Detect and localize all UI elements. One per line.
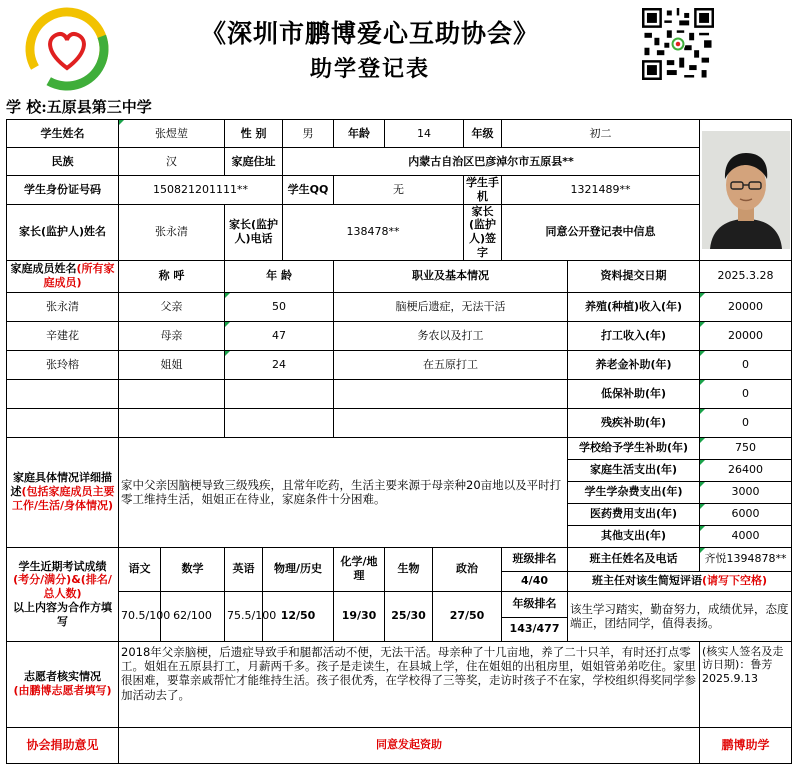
member-name-empty[interactable]: [7, 408, 119, 437]
association-title: 《深圳市鹏博爱心互助协会》: [200, 19, 539, 48]
address-label: 家庭住址: [225, 148, 283, 176]
member-age-empty[interactable]: [225, 379, 334, 408]
finance-label: 其他支出(年): [568, 525, 700, 547]
grade[interactable]: 初二: [502, 120, 700, 148]
scores-label: 学生近期考试成绩 (考分/满分)&(排名/总人数) 以上内容为合作方填写: [7, 547, 119, 641]
member-relation[interactable]: 姐姐: [119, 350, 225, 379]
class-rank[interactable]: 4/40: [502, 571, 568, 591]
teacher-label: 班主任姓名及电话: [568, 547, 700, 571]
consent-statement: 同意公开登记表中信息: [502, 204, 700, 260]
grade-rank[interactable]: 143/477: [502, 617, 568, 641]
ethnic-label: 民族: [7, 148, 119, 176]
score-value[interactable]: 12/50: [263, 591, 334, 641]
student-phone[interactable]: 1321489**: [502, 176, 700, 205]
member-name[interactable]: 辛建花: [7, 321, 119, 350]
teacher-comment-label: 班主任对该生简短评语(请写下空格): [568, 571, 792, 591]
member-age-empty[interactable]: [225, 408, 334, 437]
grade-label: 年级: [464, 120, 502, 148]
subject-header: 政治: [433, 547, 502, 591]
teacher-comment[interactable]: 该生学习踏实，勤奋努力，成绩优异，态度端正，团结同学，值得表扬。: [568, 591, 792, 641]
member-name[interactable]: 张玲榕: [7, 350, 119, 379]
volunteer-label: 志愿者核实情况 (由鹏博志愿者填写): [7, 641, 119, 727]
student-photo: [702, 131, 790, 249]
gender-label: 性 别: [225, 120, 283, 148]
score-value[interactable]: 27/50: [433, 591, 502, 641]
score-value[interactable]: 19/30: [334, 591, 385, 641]
finance-label: 养老金补助(年): [568, 350, 700, 379]
student-photo-cell: [700, 120, 792, 261]
subject-header: 英语: [225, 547, 263, 591]
score-value[interactable]: 70.5/100: [119, 591, 161, 641]
score-value[interactable]: 25/30: [385, 591, 433, 641]
member-job-empty[interactable]: [334, 379, 568, 408]
member-relation-empty[interactable]: [119, 408, 225, 437]
volunteer-sign[interactable]: (核实人签名及走访日期)：鲁芳 2025.9.13: [700, 641, 792, 727]
ethnic[interactable]: 汉: [119, 148, 225, 176]
finance-label: 医药费用支出(年): [568, 503, 700, 525]
member-job-empty[interactable]: [334, 408, 568, 437]
gender[interactable]: 男: [283, 120, 334, 148]
finance-value[interactable]: 6000: [700, 503, 792, 525]
member-job[interactable]: 务农以及打工: [334, 321, 568, 350]
opinion[interactable]: 同意发起资助: [119, 727, 700, 763]
finance-label: 家庭生活支出(年): [568, 459, 700, 481]
subject-header: 数学: [161, 547, 225, 591]
volunteer-notes[interactable]: 2018年父亲脑梗，后遗症导致手和腿都活动不便，无法干活。母亲种了十几亩地，养了二十只羊，有时还打点零工。姐姐在五原县打工，月薪两千多。孩子是走读生，在县城上学，住在姐姐的出租房里，姐姐管弟弟吃住。家里很困难，要靠亲戚帮忙才能维持生活。孩子很优秀，在学校得了三等奖，走访时孩子不在家，学校组织得奖同学参加活动去了。: [119, 641, 700, 727]
member-age[interactable]: 47: [225, 321, 334, 350]
phone-label: 学生手机: [464, 176, 502, 205]
grade-rank-label: 年级排名: [502, 591, 568, 617]
finance-label: 学生学杂费支出(年): [568, 481, 700, 503]
finance-label: 残疾补助(年): [568, 408, 700, 437]
finance-label: 养殖(种植)收入(年): [568, 292, 700, 321]
age[interactable]: 14: [385, 120, 464, 148]
qr-code[interactable]: [642, 8, 714, 80]
member-age[interactable]: 50: [225, 292, 334, 321]
school-name: 学 校:五原县第三中学: [6, 98, 152, 116]
opinion-label: 协会捐助意见: [7, 727, 119, 763]
subject-header: 物理/历史: [263, 547, 334, 591]
guardian-phone[interactable]: 138478**: [283, 204, 464, 260]
finance-label: 低保补助(年): [568, 379, 700, 408]
student-name[interactable]: 张煜堃: [119, 120, 225, 148]
student-name-label: 学生姓名: [7, 120, 119, 148]
subject-header: 语文: [119, 547, 161, 591]
finance-value[interactable]: 0: [700, 408, 792, 437]
home-address[interactable]: 内蒙古自治区巴彦淖尔市五原县**: [283, 148, 700, 176]
subject-header: 化学/地理: [334, 547, 385, 591]
finance-value[interactable]: 750: [700, 437, 792, 459]
submit-date-label: 资料提交日期: [568, 260, 700, 292]
org-sign: 鹏博助学: [700, 727, 792, 763]
finance-label: 打工收入(年): [568, 321, 700, 350]
member-relation[interactable]: 父亲: [119, 292, 225, 321]
id-number-label: 学生身份证号码: [7, 176, 119, 205]
finance-value[interactable]: 20000: [700, 292, 792, 321]
registration-table: [6, 119, 792, 764]
member-age[interactable]: 24: [225, 350, 334, 379]
association-logo: [26, 8, 108, 90]
member-job[interactable]: 在五原打工: [334, 350, 568, 379]
class-rank-label: 班级排名: [502, 547, 568, 571]
age-label: 年龄: [334, 120, 385, 148]
submit-date[interactable]: 2025.3.28: [700, 260, 792, 292]
job-header: 职业及基本情况: [334, 260, 568, 292]
family-description-label: 家庭具体情况详细描述(包括家庭成员主要工作/生活/身体情况): [7, 437, 119, 547]
member-name-empty[interactable]: [7, 379, 119, 408]
header: [0, 0, 735, 95]
guardian-sign-label: 家长(监护人)签字: [464, 204, 502, 260]
guardian-phone-label: 家长(监护人)电话: [225, 204, 283, 260]
member-name[interactable]: 张永清: [7, 292, 119, 321]
finance-value[interactable]: 26400: [700, 459, 792, 481]
teacher-contact[interactable]: 齐悦1394878**: [700, 547, 792, 571]
member-relation-empty[interactable]: [119, 379, 225, 408]
form-title: 助学登记表: [309, 56, 430, 82]
member-job[interactable]: 脑梗后遗症，无法干活: [334, 292, 568, 321]
finance-value[interactable]: 4000: [700, 525, 792, 547]
guardian-name[interactable]: 张永清: [119, 204, 225, 260]
member-age-header: 年 龄: [225, 260, 334, 292]
finance-value[interactable]: 0: [700, 379, 792, 408]
id-number[interactable]: 150821201111**: [119, 176, 283, 205]
family-description[interactable]: 家中父亲因脑梗导致三级残疾，且常年吃药，生活主要来源于母亲种20亩地以及平时打零工维持生活，姐姐正在待业，家庭条件十分困难。: [119, 437, 568, 547]
finance-label: 学校给予学生补助(年): [568, 437, 700, 459]
student-qq[interactable]: 无: [334, 176, 464, 205]
guardian-name-label: 家长(监护人)姓名: [7, 204, 119, 260]
relation-header: 称 呼: [119, 260, 225, 292]
subject-header: 生物: [385, 547, 433, 591]
finance-value[interactable]: 0: [700, 350, 792, 379]
members-label: 家庭成员姓名(所有家庭成员): [7, 260, 119, 292]
score-value[interactable]: 62/100: [161, 591, 225, 641]
member-relation[interactable]: 母亲: [119, 321, 225, 350]
qq-label: 学生QQ: [283, 176, 334, 205]
finance-value[interactable]: 20000: [700, 321, 792, 350]
score-value[interactable]: 75.5/100: [225, 591, 263, 641]
finance-value[interactable]: 3000: [700, 481, 792, 503]
